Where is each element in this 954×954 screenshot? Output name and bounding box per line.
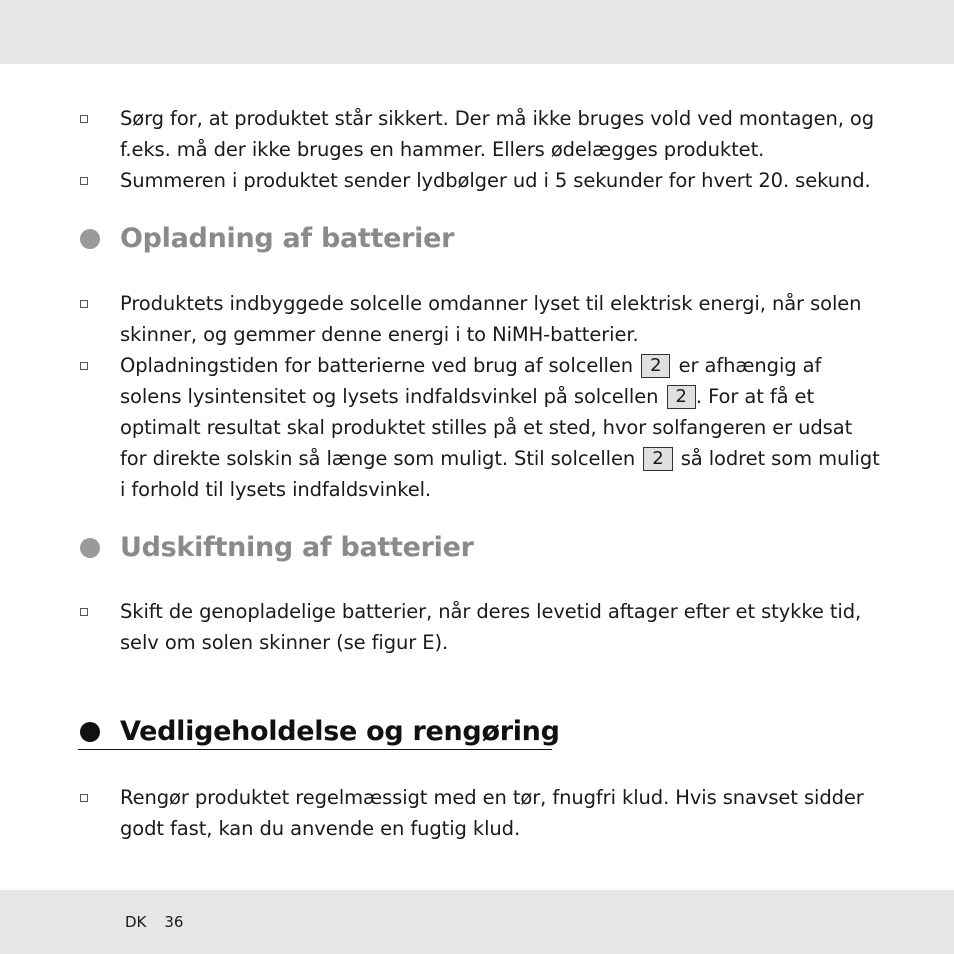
header-band bbox=[0, 0, 954, 64]
list-item bbox=[0, 350, 880, 505]
intro-list bbox=[0, 103, 954, 196]
heading-text: Udskiftning af batterier bbox=[120, 532, 474, 563]
section-heading bbox=[80, 532, 474, 563]
list-item bbox=[0, 165, 880, 196]
figure-reference: 2 bbox=[667, 385, 696, 409]
list-item-text: Produktets indbyggede solcelle omdanner lyset til elektrisk energi, når solen skinner, og gemmer denne energi i to NiMH-batterier. bbox=[120, 292, 862, 346]
list-item-text: Skift de genopladelige batterier, når deres levetid aftager efter et stykke tid, selv om solen skinner (se figur E). bbox=[120, 600, 862, 654]
heading-text: Vedligeholdelse og rengøring bbox=[120, 716, 560, 747]
list-item-text: Sørg for, at produktet står sikkert. Der må ikke bruges vold ved montagen, og f.eks. må der ikke bruges en hammer. Ellers ødelægges produktet. bbox=[120, 107, 875, 161]
language-code: DK bbox=[125, 913, 147, 931]
checkbox-bullet-icon bbox=[80, 608, 88, 616]
section-heading bbox=[80, 223, 454, 254]
list-item-text: så lodret som muligt i forhold til lysets indfaldsvinkel. bbox=[120, 447, 880, 501]
bullet-dot-icon bbox=[80, 722, 100, 742]
list-item-text: Summeren i produktet sender lydbølger ud i 5 sekunder for hvert 20. sekund. bbox=[120, 169, 871, 192]
checkbox-bullet-icon bbox=[80, 115, 88, 123]
replacement-list bbox=[0, 596, 954, 658]
list-item-text: Opladningstiden for batterierne ved brug af solcellen bbox=[120, 354, 634, 377]
charging-list bbox=[0, 288, 954, 505]
maintenance-list bbox=[0, 782, 954, 844]
list-item bbox=[0, 782, 880, 844]
page-number: 36 bbox=[164, 913, 184, 931]
heading-underline bbox=[78, 749, 552, 750]
bullet-dot-icon bbox=[80, 229, 100, 249]
list-item-text: Rengør produktet regelmæssigt med en tør, fnugfri klud. Hvis snavset sidder godt fast, kan du anvende en fugtig klud. bbox=[120, 786, 864, 840]
checkbox-bullet-icon bbox=[80, 362, 88, 370]
list-item-text: er afhængig af solens lysintensitet og lysets indfaldsvinkel på solcellen bbox=[120, 354, 822, 408]
list-item-text: . For at få et optimalt resultat skal produktet stilles på et sted, hvor solfangeren er udsat for direkte solskin så længe som muligt. Stil solcellen bbox=[120, 385, 853, 470]
list-item bbox=[0, 103, 880, 165]
checkbox-bullet-icon bbox=[80, 177, 88, 185]
heading-text: Opladning af batterier bbox=[120, 223, 455, 254]
checkbox-bullet-icon bbox=[80, 794, 88, 802]
section-heading bbox=[80, 716, 560, 747]
bullet-dot-icon bbox=[80, 538, 100, 558]
list-item bbox=[0, 288, 880, 350]
checkbox-bullet-icon bbox=[80, 300, 88, 308]
figure-reference: 2 bbox=[643, 447, 672, 471]
list-item bbox=[0, 596, 880, 658]
page-footer bbox=[125, 913, 201, 931]
figure-reference: 2 bbox=[641, 354, 670, 378]
